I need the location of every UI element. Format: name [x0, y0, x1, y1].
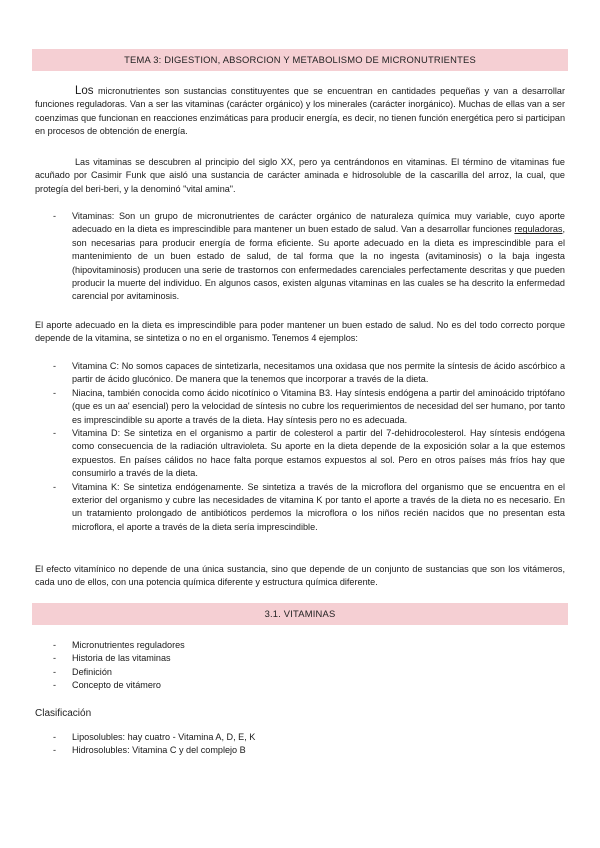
examples-list	[35, 360, 565, 534]
classification-liposolubles: Liposolubles: hay cuatro - Vitamina A, D, E, K	[72, 732, 256, 742]
classification-hidrosolubles: Hidrosolubles: Vitamina C y del complejo B	[72, 745, 246, 756]
list-item	[35, 427, 565, 481]
list-item	[35, 666, 565, 679]
list-dash: -	[53, 745, 57, 756]
list-item	[35, 731, 565, 744]
list-item	[35, 679, 565, 692]
definition-text-start: Vitaminas: Son un grupo de micronutrientes de carácter orgánico de naturaleza química muy variable, cuyo aporte adecuado en la dieta es imprescindible para mantener un buen estado de salud. Van a desarrollar funciones	[72, 211, 565, 235]
list-dash: -	[53, 732, 57, 742]
list-item	[35, 387, 565, 427]
example-vitamin-c: Vitamina C: No somos capaces de sintetizarla, necesitamos una oxidasa que nos permite la síntesis de ácido ascórbico a partir de ácido glucónico. De manera que la tenemos que incorporar a través de la dieta.	[72, 361, 565, 385]
adequate-paragraph: El aporte adecuado en la dieta es imprescindible para poder mantener un buen estado de salud. No es del todo correcto porque depende de la vitamina, se sintetiza o no en el organismo. Tenemos 4 ejemplos:	[35, 320, 565, 344]
subsection-title-banner	[32, 603, 568, 625]
example-niacin: Niacina, también conocida como ácido nicotínico o Vitamina B3. Hay síntesis endógena a partir del aminoácido triptófano (que es un aa' esencial) pero la velocidad de síntesis no cubre los requerimientos de necesidad del ser humano, por tanto es imprescindible su aporte a través de la dieta. Hay síntesis pero no es adecuada.	[72, 387, 565, 425]
topic-text: Concepto de vitámero	[72, 680, 161, 691]
list-dash: -	[53, 211, 57, 221]
list-dash: -	[53, 361, 57, 371]
list-dash: -	[53, 387, 57, 398]
list-dash: -	[53, 640, 57, 650]
classification-list	[35, 731, 565, 758]
intro-paragraph	[35, 85, 565, 139]
list-item	[35, 744, 565, 757]
topic-text: Historia de las vitaminas	[72, 653, 171, 664]
classification-heading: Clasificación	[35, 708, 92, 719]
topic-text: Micronutrientes reguladores	[72, 640, 185, 650]
list-item	[35, 360, 565, 387]
intro-text: micronutrientes son sustancias constituyentes que se encuentran en cantidades pequeñas y van a desarrollar funciones reguladoras. Van a ser las vitaminas (carácter orgánico) y los minerales (carácter inorgánico). Muchas de ellas van a ser coenzimas que funcionan en reacciones enzimáticas para producir energía, es decir, no tienen función energética pero si participan en procesos de obtención de energía.	[35, 86, 565, 137]
intro-first-word: Los	[75, 85, 94, 97]
example-vitamin-d: Vitamina D: Se sintetiza en el organismo a partir de colesterol a partir del 7-dehidrocolesterol. Hay síntesis endógena como consecuencia de la radiación ultravioleta. Su aporte en la dieta depende de la exposición solar a la que estemos expuestos. En países cálidos no hace falta porque estamos expuestos al sol. Pero en otros países más fríos hay que consumirlo a través de la dieta.	[72, 428, 565, 479]
list-dash: -	[53, 653, 57, 664]
list-item	[35, 639, 565, 652]
list-dash: -	[53, 428, 57, 439]
definition-list	[35, 210, 565, 304]
list-dash: -	[53, 680, 57, 691]
topic-text: Definición	[72, 666, 112, 677]
list-item	[35, 652, 565, 665]
topics-list	[35, 639, 565, 693]
section-title: TEMA 3: DIGESTION, ABSORCION Y METABOLISMO DE MICRONUTRIENTES	[124, 54, 476, 66]
example-vitamin-k: Vitamina K: Se sintetiza endógenamente. Se sintetiza a través de la microflora del organismo que se encuentra en el exterior del organismo y cubre las necesidades de vitamina K por tanto el aporte a través de la dieta no es necesario. En un tratamiento prolongado de antibióticos perdemos la microflora o los niños recién nacidos que no presentan esta microflora, el aporte a través de la dieta sería imprescindible.	[72, 481, 565, 532]
vitamer-paragraph: El efecto vitamínico no depende de una única sustancia, sino que depende de un conjunto de sustancias que son los vitámeros, cada uno de ellos, con una potencia química diferente y estructura química diferente.	[35, 564, 565, 588]
list-dash: -	[53, 481, 57, 492]
section-title-banner	[32, 49, 568, 71]
subsection-title: 3.1. VITAMINAS	[264, 608, 336, 620]
list-dash: -	[53, 666, 57, 677]
definition-underlined-word: reguladoras	[514, 224, 563, 235]
definition-text-end: , son necesarias para producir energía de forma eficiente. Su aporte adecuado en la dieta es imprescindible para el mantenimiento de un buen estado de salud, de tal forma que la no ingesta (avitaminosis) o la baja ingesta (hipovitaminosis) producen una serie de trastornos con enfermedades carenciales perfectamente descritas y que pueden producir la muerte del individuo. En algunos casos, existen algunas vitaminas en las cuales se ha descrito la enfermedad carencial por avitaminosis.	[72, 224, 565, 302]
list-item	[35, 481, 565, 535]
list-item	[35, 210, 565, 304]
history-paragraph: Las vitaminas se descubren al principio del siglo XX, pero ya centrándonos en vitaminas. El término de vitaminas fue acuñado por Casimir Funk que aisló una sustancia de carácter aminada e hidrosoluble de la cascarilla del arroz, la cual, que protegía del beri-beri, y la denominó "vital amina".	[35, 157, 565, 194]
